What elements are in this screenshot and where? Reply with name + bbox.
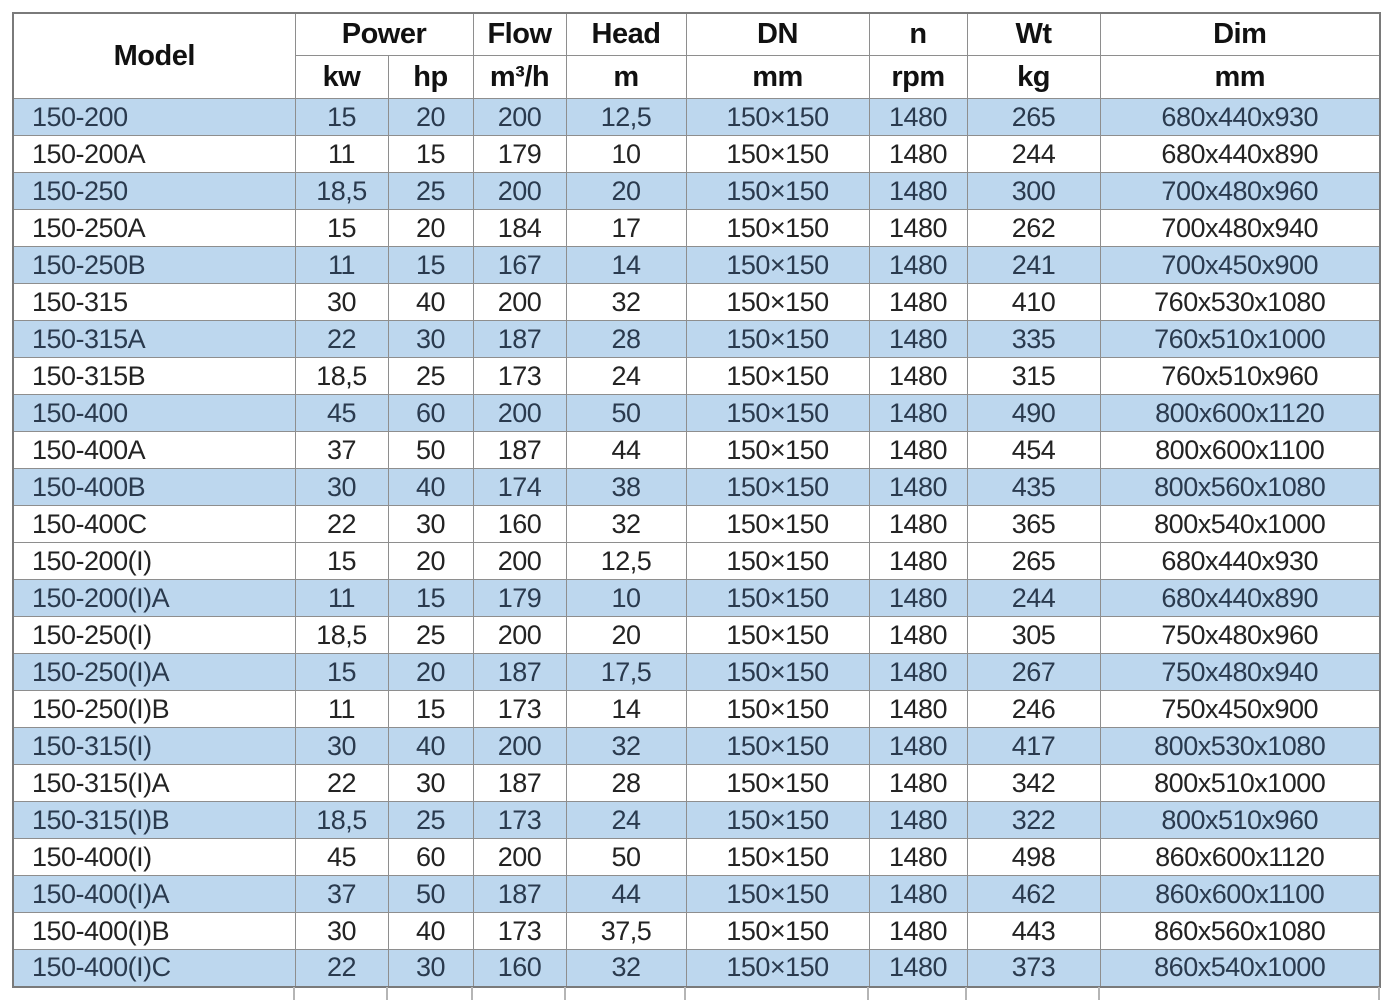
table-row <box>13 506 1380 543</box>
cell-n: 1480 <box>869 913 967 950</box>
cell-power-hp: 30 <box>388 950 473 987</box>
cell-dim: 800x560x1080 <box>1100 469 1380 506</box>
cell-dn: 150×150 <box>686 580 869 617</box>
cell-wt: 267 <box>967 654 1100 691</box>
cell-model: 150-315(I) <box>13 728 295 765</box>
cell-dn: 150×150 <box>686 913 869 950</box>
table-row <box>13 580 1380 617</box>
cell-dim: 860x600x1100 <box>1100 876 1380 913</box>
header-n: n <box>869 13 967 56</box>
grid-line-stub <box>293 987 295 1000</box>
cell-power-hp: 15 <box>388 136 473 173</box>
cell-wt: 241 <box>967 247 1100 284</box>
cell-power-kw: 22 <box>295 506 388 543</box>
cell-model: 150-400 <box>13 395 295 432</box>
cell-head: 17,5 <box>566 654 686 691</box>
cell-power-kw: 18,5 <box>295 617 388 654</box>
cell-model: 150-400B <box>13 469 295 506</box>
cell-n: 1480 <box>869 728 967 765</box>
cell-n: 1480 <box>869 432 967 469</box>
header-flow: Flow <box>473 13 566 56</box>
cell-n: 1480 <box>869 543 967 580</box>
cell-flow: 200 <box>473 395 566 432</box>
cell-wt: 300 <box>967 173 1100 210</box>
header-model: Model <box>13 13 295 99</box>
cell-wt: 265 <box>967 99 1100 136</box>
table-row <box>13 950 1380 987</box>
cell-wt: 246 <box>967 691 1100 728</box>
cell-dn: 150×150 <box>686 469 869 506</box>
cell-wt: 265 <box>967 543 1100 580</box>
cell-dim: 750x450x900 <box>1100 691 1380 728</box>
cell-head: 20 <box>566 173 686 210</box>
cell-flow: 173 <box>473 691 566 728</box>
cell-head: 38 <box>566 469 686 506</box>
cell-wt: 244 <box>967 580 1100 617</box>
cell-power-hp: 25 <box>388 173 473 210</box>
cell-head: 20 <box>566 617 686 654</box>
cell-model: 150-315A <box>13 321 295 358</box>
cell-wt: 365 <box>967 506 1100 543</box>
cell-power-kw: 22 <box>295 765 388 802</box>
cell-n: 1480 <box>869 173 967 210</box>
cell-dn: 150×150 <box>686 839 869 876</box>
pump-spec-table <box>12 12 1381 988</box>
cell-power-kw: 22 <box>295 950 388 987</box>
cell-model: 150-200(I) <box>13 543 295 580</box>
cell-n: 1480 <box>869 654 967 691</box>
table-row <box>13 210 1380 247</box>
table-row <box>13 432 1380 469</box>
cell-flow: 173 <box>473 802 566 839</box>
cell-wt: 490 <box>967 395 1100 432</box>
cell-dim: 760x530x1080 <box>1100 284 1380 321</box>
cell-head: 32 <box>566 728 686 765</box>
cell-dim: 750x480x940 <box>1100 654 1380 691</box>
cell-model: 150-200A <box>13 136 295 173</box>
cell-flow: 187 <box>473 654 566 691</box>
cell-flow: 200 <box>473 99 566 136</box>
grid-line-stub <box>386 987 388 1000</box>
cell-dn: 150×150 <box>686 284 869 321</box>
header-dim: Dim <box>1100 13 1380 56</box>
cell-power-kw: 15 <box>295 543 388 580</box>
cell-dim: 800x510x960 <box>1100 802 1380 839</box>
cell-dn: 150×150 <box>686 432 869 469</box>
cell-dim: 800x600x1120 <box>1100 395 1380 432</box>
cell-wt: 373 <box>967 950 1100 987</box>
cell-power-hp: 40 <box>388 728 473 765</box>
cell-head: 24 <box>566 358 686 395</box>
cell-flow: 200 <box>473 543 566 580</box>
cell-dim: 750x480x960 <box>1100 617 1380 654</box>
cell-flow: 200 <box>473 839 566 876</box>
cell-power-hp: 25 <box>388 802 473 839</box>
cell-flow: 160 <box>473 950 566 987</box>
cell-power-kw: 15 <box>295 210 388 247</box>
cell-power-kw: 15 <box>295 99 388 136</box>
table-row <box>13 839 1380 876</box>
cell-model: 150-315(I)A <box>13 765 295 802</box>
cell-dim: 700x480x960 <box>1100 173 1380 210</box>
cell-model: 150-250(I)A <box>13 654 295 691</box>
cell-power-hp: 15 <box>388 247 473 284</box>
cell-power-hp: 20 <box>388 654 473 691</box>
cell-dim: 860x600x1120 <box>1100 839 1380 876</box>
grid-line-stub <box>1378 987 1380 1000</box>
cell-flow: 187 <box>473 432 566 469</box>
cell-dn: 150×150 <box>686 506 869 543</box>
table-row <box>13 284 1380 321</box>
unit-kw: kw <box>295 56 388 99</box>
cell-flow: 174 <box>473 469 566 506</box>
cell-dn: 150×150 <box>686 136 869 173</box>
cell-head: 10 <box>566 136 686 173</box>
spec-table-body <box>13 99 1380 987</box>
table-row <box>13 654 1380 691</box>
cell-dim: 800x540x1000 <box>1100 506 1380 543</box>
cell-model: 150-400(I) <box>13 839 295 876</box>
table-row <box>13 136 1380 173</box>
cell-power-kw: 22 <box>295 321 388 358</box>
cell-n: 1480 <box>869 580 967 617</box>
table-row <box>13 876 1380 913</box>
cell-dn: 150×150 <box>686 543 869 580</box>
cell-dim: 760x510x960 <box>1100 358 1380 395</box>
cell-flow: 200 <box>473 617 566 654</box>
cell-head: 44 <box>566 432 686 469</box>
header-power: Power <box>295 13 473 56</box>
cell-power-hp: 60 <box>388 395 473 432</box>
cell-power-kw: 30 <box>295 728 388 765</box>
unit-dn: mm <box>686 56 869 99</box>
cell-wt: 498 <box>967 839 1100 876</box>
cell-power-hp: 25 <box>388 358 473 395</box>
table-row <box>13 173 1380 210</box>
cell-model: 150-315(I)B <box>13 802 295 839</box>
cell-head: 24 <box>566 802 686 839</box>
cell-power-kw: 18,5 <box>295 173 388 210</box>
cell-model: 150-315 <box>13 284 295 321</box>
cell-head: 10 <box>566 580 686 617</box>
cell-power-hp: 20 <box>388 210 473 247</box>
cell-n: 1480 <box>869 617 967 654</box>
cell-dn: 150×150 <box>686 395 869 432</box>
cell-head: 12,5 <box>566 543 686 580</box>
cell-power-hp: 40 <box>388 284 473 321</box>
cell-n: 1480 <box>869 839 967 876</box>
cell-power-hp: 20 <box>388 543 473 580</box>
cell-flow: 173 <box>473 358 566 395</box>
table-row <box>13 395 1380 432</box>
cell-dim: 760x510x1000 <box>1100 321 1380 358</box>
cell-dn: 150×150 <box>686 617 869 654</box>
unit-n: rpm <box>869 56 967 99</box>
cell-power-kw: 11 <box>295 247 388 284</box>
cell-dn: 150×150 <box>686 99 869 136</box>
cell-head: 12,5 <box>566 99 686 136</box>
cell-head: 50 <box>566 395 686 432</box>
cell-dim: 680x440x890 <box>1100 136 1380 173</box>
cell-n: 1480 <box>869 802 967 839</box>
cell-model: 150-250B <box>13 247 295 284</box>
table-row <box>13 728 1380 765</box>
unit-hp: hp <box>388 56 473 99</box>
cell-dn: 150×150 <box>686 247 869 284</box>
cell-model: 150-250(I)B <box>13 691 295 728</box>
cell-power-kw: 11 <box>295 136 388 173</box>
cell-dim: 680x440x930 <box>1100 99 1380 136</box>
table-row <box>13 247 1380 284</box>
unit-wt: kg <box>967 56 1100 99</box>
cell-wt: 335 <box>967 321 1100 358</box>
cell-dim: 860x560x1080 <box>1100 913 1380 950</box>
table-row <box>13 543 1380 580</box>
cell-wt: 435 <box>967 469 1100 506</box>
cell-n: 1480 <box>869 358 967 395</box>
cell-power-hp: 40 <box>388 913 473 950</box>
cell-head: 14 <box>566 691 686 728</box>
cell-dn: 150×150 <box>686 321 869 358</box>
cell-power-kw: 45 <box>295 839 388 876</box>
table-row <box>13 765 1380 802</box>
cell-head: 32 <box>566 284 686 321</box>
grid-line-stub <box>965 987 967 1000</box>
cell-flow: 184 <box>473 210 566 247</box>
cell-n: 1480 <box>869 469 967 506</box>
cell-model: 150-400(I)C <box>13 950 295 987</box>
header-head: Head <box>566 13 686 56</box>
cell-power-kw: 45 <box>295 395 388 432</box>
cell-power-hp: 15 <box>388 691 473 728</box>
table-row <box>13 99 1380 136</box>
cell-head: 28 <box>566 321 686 358</box>
cell-flow: 200 <box>473 173 566 210</box>
cell-n: 1480 <box>869 765 967 802</box>
cell-model: 150-400A <box>13 432 295 469</box>
cell-power-kw: 30 <box>295 284 388 321</box>
table-row <box>13 691 1380 728</box>
cell-flow: 200 <box>473 284 566 321</box>
cell-model: 150-400(I)B <box>13 913 295 950</box>
cell-n: 1480 <box>869 691 967 728</box>
cell-model: 150-250 <box>13 173 295 210</box>
cell-dn: 150×150 <box>686 173 869 210</box>
cell-wt: 410 <box>967 284 1100 321</box>
cell-wt: 462 <box>967 876 1100 913</box>
cell-power-kw: 15 <box>295 654 388 691</box>
cell-dn: 150×150 <box>686 950 869 987</box>
cell-wt: 443 <box>967 913 1100 950</box>
cell-wt: 454 <box>967 432 1100 469</box>
cell-model: 150-200 <box>13 99 295 136</box>
table-header <box>13 13 1380 99</box>
grid-line-stub <box>684 987 686 1000</box>
cell-flow: 179 <box>473 580 566 617</box>
cell-power-hp: 40 <box>388 469 473 506</box>
cell-power-hp: 30 <box>388 765 473 802</box>
cell-power-kw: 18,5 <box>295 802 388 839</box>
cell-flow: 160 <box>473 506 566 543</box>
cell-head: 14 <box>566 247 686 284</box>
cell-head: 17 <box>566 210 686 247</box>
cell-power-kw: 18,5 <box>295 358 388 395</box>
table-row <box>13 469 1380 506</box>
cell-flow: 200 <box>473 728 566 765</box>
cell-power-hp: 50 <box>388 432 473 469</box>
cell-n: 1480 <box>869 247 967 284</box>
cell-head: 32 <box>566 950 686 987</box>
cell-wt: 244 <box>967 136 1100 173</box>
cell-power-kw: 11 <box>295 580 388 617</box>
cell-power-kw: 37 <box>295 876 388 913</box>
cell-dn: 150×150 <box>686 654 869 691</box>
cell-dim: 800x530x1080 <box>1100 728 1380 765</box>
cell-n: 1480 <box>869 284 967 321</box>
cell-dim: 800x510x1000 <box>1100 765 1380 802</box>
unit-dim: mm <box>1100 56 1380 99</box>
unit-head: m <box>566 56 686 99</box>
grid-line-stub <box>867 987 869 1000</box>
cell-power-kw: 11 <box>295 691 388 728</box>
cell-head: 50 <box>566 839 686 876</box>
table-row <box>13 321 1380 358</box>
cell-flow: 173 <box>473 913 566 950</box>
cell-power-hp: 20 <box>388 99 473 136</box>
header-wt: Wt <box>967 13 1100 56</box>
cell-power-kw: 37 <box>295 432 388 469</box>
cell-wt: 262 <box>967 210 1100 247</box>
header-dn: DN <box>686 13 869 56</box>
cell-head: 32 <box>566 506 686 543</box>
cell-flow: 187 <box>473 765 566 802</box>
cell-flow: 167 <box>473 247 566 284</box>
table-row <box>13 802 1380 839</box>
cell-dn: 150×150 <box>686 802 869 839</box>
cell-flow: 179 <box>473 136 566 173</box>
cell-dim: 860x540x1000 <box>1100 950 1380 987</box>
cell-model: 150-400C <box>13 506 295 543</box>
grid-line-stub <box>471 987 473 1000</box>
cell-flow: 187 <box>473 876 566 913</box>
cell-model: 150-250(I) <box>13 617 295 654</box>
cell-dn: 150×150 <box>686 358 869 395</box>
cell-power-hp: 50 <box>388 876 473 913</box>
grid-line-stub <box>564 987 566 1000</box>
cell-dim: 680x440x930 <box>1100 543 1380 580</box>
cell-n: 1480 <box>869 876 967 913</box>
unit-flow: m³/h <box>473 56 566 99</box>
cell-dn: 150×150 <box>686 210 869 247</box>
cell-power-hp: 15 <box>388 580 473 617</box>
cell-dim: 680x440x890 <box>1100 580 1380 617</box>
cell-power-hp: 60 <box>388 839 473 876</box>
cell-dn: 150×150 <box>686 876 869 913</box>
cell-power-hp: 30 <box>388 506 473 543</box>
table-row <box>13 358 1380 395</box>
cell-dn: 150×150 <box>686 691 869 728</box>
cell-dn: 150×150 <box>686 728 869 765</box>
cell-n: 1480 <box>869 99 967 136</box>
grid-line-stub <box>1098 987 1100 1000</box>
cell-n: 1480 <box>869 950 967 987</box>
table-row <box>13 617 1380 654</box>
table-row <box>13 913 1380 950</box>
cell-model: 150-400(I)A <box>13 876 295 913</box>
cell-wt: 417 <box>967 728 1100 765</box>
cell-model: 150-315B <box>13 358 295 395</box>
cell-model: 150-250A <box>13 210 295 247</box>
cell-dim: 700x450x900 <box>1100 247 1380 284</box>
cell-n: 1480 <box>869 321 967 358</box>
cell-wt: 322 <box>967 802 1100 839</box>
cell-n: 1480 <box>869 506 967 543</box>
cell-n: 1480 <box>869 210 967 247</box>
cell-power-kw: 30 <box>295 913 388 950</box>
cell-wt: 342 <box>967 765 1100 802</box>
cell-n: 1480 <box>869 136 967 173</box>
cell-dn: 150×150 <box>686 765 869 802</box>
cell-power-hp: 25 <box>388 617 473 654</box>
cell-flow: 187 <box>473 321 566 358</box>
cell-model: 150-200(I)A <box>13 580 295 617</box>
cell-dim: 700x480x940 <box>1100 210 1380 247</box>
cell-wt: 315 <box>967 358 1100 395</box>
cell-n: 1480 <box>869 395 967 432</box>
cell-wt: 305 <box>967 617 1100 654</box>
cell-power-hp: 30 <box>388 321 473 358</box>
cell-head: 44 <box>566 876 686 913</box>
cell-power-kw: 30 <box>295 469 388 506</box>
cell-dim: 800x600x1100 <box>1100 432 1380 469</box>
cell-head: 28 <box>566 765 686 802</box>
cell-head: 37,5 <box>566 913 686 950</box>
